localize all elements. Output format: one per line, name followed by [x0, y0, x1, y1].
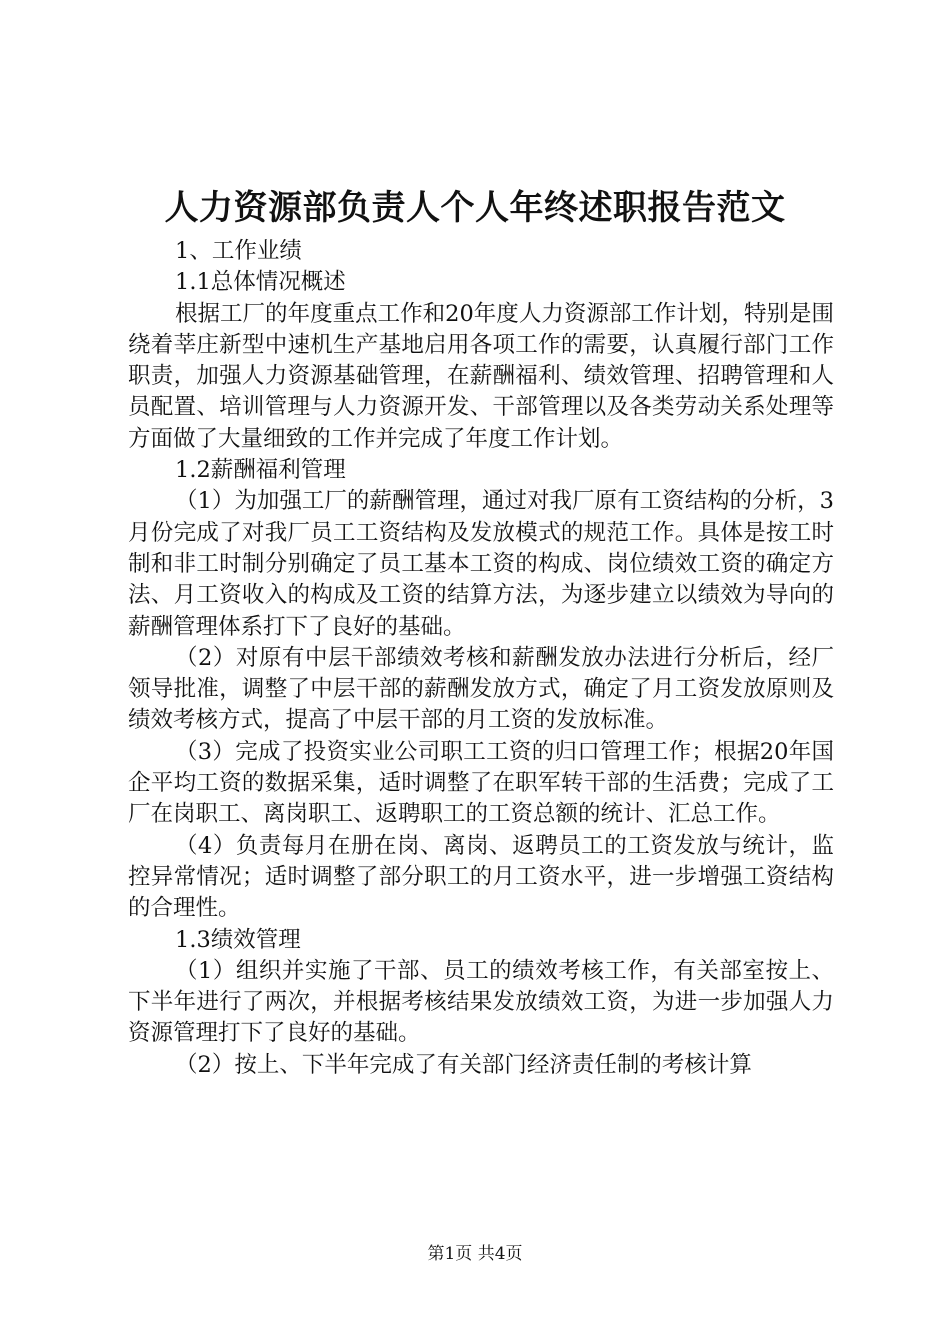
subsection-heading: 1.2薪酬福利管理: [175, 457, 346, 484]
body-paragraph: （2）对原有中层干部绩效考核和薪酬发放办法进行分析后，经厂领导批准，调整了中层干部的薪酬发放方式，确定了月工资发放原则及绩效考核方式，提高了中层干部的月工资的发放标准。: [128, 644, 834, 734]
section-heading: 1、工作业绩: [175, 238, 302, 264]
body-paragraph: （3）完成了投资实业公司职工工资的归口管理工作；根据20年国企平均工资的数据采集，适时调整了在职军转干部的生活费；完成了工厂在岗职工、离岗职工、返聘职工的工资总额的统计、汇总工作。: [128, 738, 834, 828]
subsection-heading: 1.1总体情况概述: [175, 269, 346, 296]
body-paragraph: （1）为加强工厂的薪酬管理，通过对我厂原有工资结构的分析，3月份完成了对我厂员工工资结构及发放模式的规范工作。具体是按工时制和非工时制分别确定了员工基本工资的构成、岗位绩效工资的确定方法、月工资收入的构成及工资的结算方法，为逐步建立以绩效为导向的薪酬管理体系打下了良好的基础。: [128, 488, 834, 640]
document-body: [128, 236, 834, 1081]
body-paragraph: （1）组织并实施了干部、员工的绩效考核工作，有关部室按上、下半年进行了两次，并根据考核结果发放绩效工资，为进一步加强人力资源管理打下了良好的基础。: [128, 957, 834, 1047]
subsection-heading: 1.3绩效管理: [175, 926, 301, 953]
body-paragraph: （4）负责每月在册在岗、离岗、返聘员工的工资发放与统计，监控异常情况；适时调整了部分职工的月工资水平，进一步增强工资结构的合理性。: [128, 832, 834, 922]
document-title: 人力资源部负责人个人年终述职报告范文: [164, 188, 786, 228]
page-footer: 第1页 共4页: [427, 1244, 523, 1264]
body-paragraph: （2）按上、下半年完成了有关部门经济责任制的考核计算: [175, 1051, 752, 1078]
body-paragraph: 根据工厂的年度重点工作和20年度人力资源部工作计划，特别是围绕着莘庄新型中速机生产基地启用各项工作的需要，认真履行部门工作职责，加强人力资源基础管理，在薪酬福利、绩效管理、招聘管理和人员配置、培训管理与人力资源开发、干部管理以及各类劳动关系处理等方面做了大量细致的工作并完成了年度工作计划。: [128, 300, 834, 452]
